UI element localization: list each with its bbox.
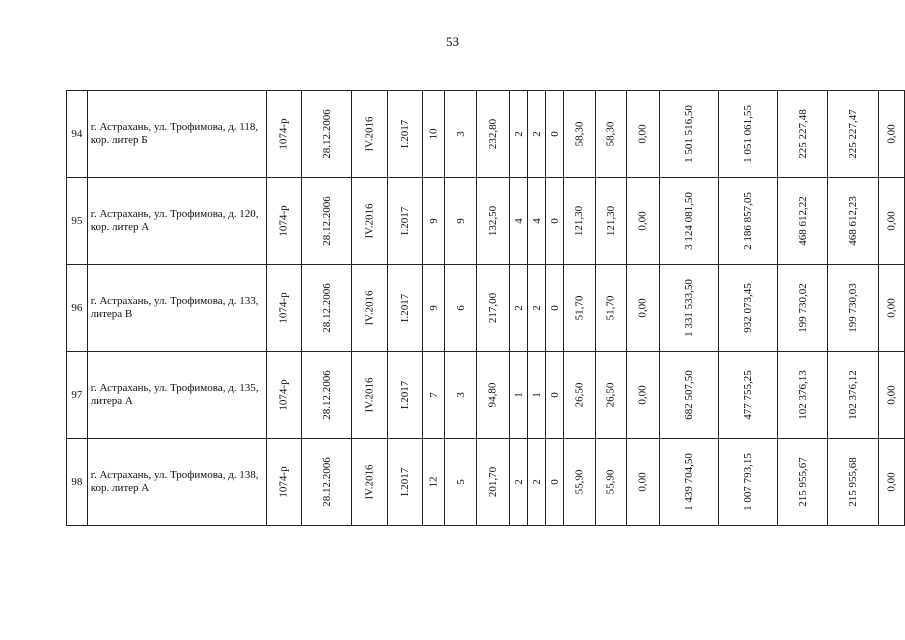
table-cell — [476, 265, 509, 352]
table-cell — [660, 439, 719, 526]
cell-value: 225 227,47 — [847, 109, 860, 159]
table-cell — [266, 265, 301, 352]
table-cell — [352, 265, 388, 352]
cell-value: 0 — [548, 131, 561, 137]
table-cell — [266, 178, 301, 265]
table-cell — [828, 91, 879, 178]
table-cell — [777, 352, 828, 439]
table-cell — [828, 178, 879, 265]
table-cell — [527, 91, 545, 178]
table-cell — [445, 439, 477, 526]
cell-value: 1 — [512, 392, 525, 398]
cell-value: 9 — [427, 305, 440, 311]
page-number: 53 — [446, 34, 459, 49]
table-row — [67, 178, 905, 265]
cell-value: 2 — [530, 131, 543, 137]
table-cell — [301, 439, 352, 526]
table-cell — [509, 352, 527, 439]
cell-value: 0,00 — [637, 385, 650, 405]
table-cell — [878, 265, 904, 352]
cell-value: 3 — [454, 131, 467, 137]
table-cell — [352, 439, 388, 526]
table-cell — [777, 439, 828, 526]
cell-value: 0,00 — [885, 385, 898, 405]
cell-value: 55,90 — [604, 469, 617, 495]
cell-value: 58,30 — [573, 121, 586, 147]
table-cell — [509, 178, 527, 265]
cell-value: 94,80 — [486, 382, 499, 408]
address-line-1: г. Астрахань, ул. Трофимова, д. 118, — [90, 121, 259, 133]
address-cell — [87, 352, 266, 439]
table-cell — [564, 91, 595, 178]
address-line-2: кор. литер А — [90, 482, 150, 494]
table-cell — [719, 178, 778, 265]
address-line-2: кор. литер Б — [90, 134, 148, 146]
table-cell — [595, 91, 626, 178]
cell-value: 3 124 081,50 — [683, 192, 696, 250]
cell-value: 51,70 — [604, 295, 617, 321]
table-cell — [777, 265, 828, 352]
table-cell — [301, 91, 352, 178]
cell-value: 1 051 061,55 — [741, 105, 754, 163]
table-cell — [509, 265, 527, 352]
table-cell — [626, 265, 659, 352]
table-cell — [445, 265, 477, 352]
housing-table — [66, 90, 905, 526]
table-row — [67, 91, 905, 178]
cell-value: 232,80 — [486, 118, 499, 150]
cell-value: 2 186 857,05 — [741, 192, 754, 250]
table-cell — [546, 178, 564, 265]
table-cell — [564, 352, 595, 439]
table-cell — [878, 178, 904, 265]
cell-value: 477 755,25 — [741, 370, 754, 420]
table-cell — [878, 439, 904, 526]
cell-value: 28.12.2006 — [320, 109, 333, 159]
table-cell — [476, 178, 509, 265]
table-cell — [777, 178, 828, 265]
table-cell — [387, 178, 422, 265]
table-cell — [546, 91, 564, 178]
cell-value: 0,00 — [637, 211, 650, 231]
cell-value: 932 073,45 — [741, 283, 754, 333]
cell-value: 28.12.2006 — [320, 196, 333, 246]
cell-value: 121,30 — [573, 205, 586, 237]
cell-value: 1 501 516,50 — [683, 105, 696, 163]
table-cell — [660, 352, 719, 439]
cell-value: 0,00 — [885, 472, 898, 492]
cell-value: 5 — [454, 479, 467, 485]
address-line-1: г. Астрахань, ул. Трофимова, д. 138, — [90, 469, 259, 481]
cell-value: 0 — [548, 479, 561, 485]
address-line-1: г. Астрахань, ул. Трофимова, д. 135, литера А — [90, 382, 259, 407]
table-cell — [719, 439, 778, 526]
cell-value: IV.2016 — [363, 464, 376, 500]
table-cell — [626, 439, 659, 526]
cell-value: 26,50 — [604, 382, 617, 408]
table-cell — [595, 352, 626, 439]
cell-value: 2 — [512, 479, 525, 485]
table-cell — [352, 178, 388, 265]
cell-value: 0,00 — [637, 298, 650, 318]
cell-value: 51,70 — [573, 295, 586, 321]
cell-value: 3 — [454, 392, 467, 398]
cell-value: 1074-р — [277, 118, 290, 150]
cell-value: 1074-р — [277, 292, 290, 324]
table-cell — [878, 91, 904, 178]
cell-value: 682 507,50 — [683, 370, 696, 420]
table-cell — [301, 352, 352, 439]
table-cell — [527, 352, 545, 439]
cell-value: 2 — [530, 305, 543, 311]
cell-value: 10 — [427, 128, 440, 140]
table-cell — [564, 178, 595, 265]
address-cell — [87, 439, 266, 526]
table-cell — [476, 352, 509, 439]
table-cell — [527, 265, 545, 352]
cell-value: I.2017 — [399, 467, 412, 497]
table-cell — [719, 91, 778, 178]
cell-value: IV.2016 — [363, 116, 376, 152]
table-cell — [828, 439, 879, 526]
table-cell — [546, 265, 564, 352]
table-cell — [423, 439, 445, 526]
table-cell — [423, 265, 445, 352]
table-cell — [660, 178, 719, 265]
cell-value: IV.2016 — [363, 377, 376, 413]
cell-value: 0 — [548, 392, 561, 398]
table-cell — [777, 91, 828, 178]
cell-value: 9 — [427, 218, 440, 224]
cell-value: 1074-р — [277, 379, 290, 411]
table-cell — [423, 91, 445, 178]
cell-value: 1 007 793,15 — [741, 453, 754, 511]
cell-value: 9 — [454, 218, 467, 224]
cell-value: 217,00 — [486, 292, 499, 324]
table-cell — [719, 265, 778, 352]
table-cell — [828, 265, 879, 352]
address-line-1: г. Астрахань, ул. Трофимова, д. 120, — [90, 208, 259, 220]
cell-value: 28.12.2006 — [320, 283, 333, 333]
cell-value: 1 — [530, 392, 543, 398]
cell-value: 12 — [427, 476, 440, 488]
cell-value: 0 — [548, 218, 561, 224]
table-cell — [387, 265, 422, 352]
table-cell — [564, 265, 595, 352]
cell-value: 26,50 — [573, 382, 586, 408]
cell-value: I.2017 — [399, 380, 412, 410]
cell-value: 7 — [427, 392, 440, 398]
table-cell — [266, 352, 301, 439]
cell-value: 225 227,48 — [796, 109, 809, 159]
table-row — [67, 352, 905, 439]
cell-value: 0 — [548, 305, 561, 311]
cell-value: 0,00 — [637, 124, 650, 144]
cell-value: IV.2016 — [363, 290, 376, 326]
row-number: 97 — [67, 352, 88, 439]
table-cell — [626, 178, 659, 265]
table-cell — [387, 439, 422, 526]
table-cell — [527, 439, 545, 526]
cell-value: 2 — [512, 305, 525, 311]
cell-value: 2 — [512, 131, 525, 137]
cell-value: 4 — [530, 218, 543, 224]
cell-value: 121,30 — [604, 205, 617, 237]
cell-value: 102 376,12 — [847, 370, 860, 420]
cell-value: 58,30 — [604, 121, 617, 147]
cell-value: I.2017 — [399, 293, 412, 323]
table-cell — [423, 178, 445, 265]
cell-value: 0,00 — [637, 472, 650, 492]
address-cell — [87, 91, 266, 178]
table-cell — [509, 439, 527, 526]
cell-value: 55,90 — [573, 469, 586, 495]
cell-value: 4 — [512, 218, 525, 224]
table-row — [67, 439, 905, 526]
table-cell — [445, 178, 477, 265]
row-number: 96 — [67, 265, 88, 352]
row-number: 95 — [67, 178, 88, 265]
cell-value: 0,00 — [885, 298, 898, 318]
table-cell — [546, 352, 564, 439]
cell-value: 28.12.2006 — [320, 370, 333, 420]
cell-value: 1074-р — [277, 466, 290, 498]
address-cell — [87, 178, 266, 265]
cell-value: I.2017 — [399, 119, 412, 149]
table-cell — [828, 352, 879, 439]
cell-value: 2 — [530, 479, 543, 485]
cell-value: IV.2016 — [363, 203, 376, 239]
cell-value: 0,00 — [885, 211, 898, 231]
cell-value: 1 331 533,50 — [683, 279, 696, 337]
address-line-1: г. Астрахань, ул. Трофимова, д. 133, литера В — [90, 295, 259, 320]
table-row — [67, 265, 905, 352]
table-cell — [878, 352, 904, 439]
table-cell — [595, 265, 626, 352]
table-cell — [423, 352, 445, 439]
table-cell — [387, 352, 422, 439]
cell-value: 6 — [454, 305, 467, 311]
row-number: 98 — [67, 439, 88, 526]
cell-value: 1 439 704,50 — [683, 453, 696, 511]
table-cell — [445, 352, 477, 439]
row-number: 94 — [67, 91, 88, 178]
table-cell — [660, 265, 719, 352]
cell-value: 201,70 — [486, 466, 499, 498]
table-cell — [301, 178, 352, 265]
table-cell — [352, 352, 388, 439]
table-cell — [301, 265, 352, 352]
cell-value: 102 376,13 — [796, 370, 809, 420]
cell-value: 468 612,22 — [796, 196, 809, 246]
cell-value: 468 612,23 — [847, 196, 860, 246]
table-cell — [445, 91, 477, 178]
table-cell — [595, 439, 626, 526]
cell-value: 199 730,03 — [847, 283, 860, 333]
table-cell — [387, 91, 422, 178]
table-cell — [527, 178, 545, 265]
table-cell — [352, 91, 388, 178]
address-line-2: кор. литер А — [90, 221, 150, 233]
table-cell — [595, 178, 626, 265]
table-cell — [509, 91, 527, 178]
table-cell — [266, 439, 301, 526]
table-cell — [266, 91, 301, 178]
table-cell — [476, 439, 509, 526]
table-cell — [476, 91, 509, 178]
table-cell — [564, 439, 595, 526]
table-cell — [719, 352, 778, 439]
cell-value: 215 955,68 — [847, 457, 860, 507]
cell-value: 0,00 — [885, 124, 898, 144]
table-cell — [626, 352, 659, 439]
cell-value: 1074-р — [277, 205, 290, 237]
cell-value: 199 730,02 — [796, 283, 809, 333]
table-cell — [546, 439, 564, 526]
cell-value: 132,50 — [486, 205, 499, 237]
table-cell — [626, 91, 659, 178]
cell-value: 28.12.2006 — [320, 457, 333, 507]
cell-value: I.2017 — [399, 206, 412, 236]
cell-value: 215 955,67 — [796, 457, 809, 507]
table-cell — [660, 91, 719, 178]
address-cell — [87, 265, 266, 352]
